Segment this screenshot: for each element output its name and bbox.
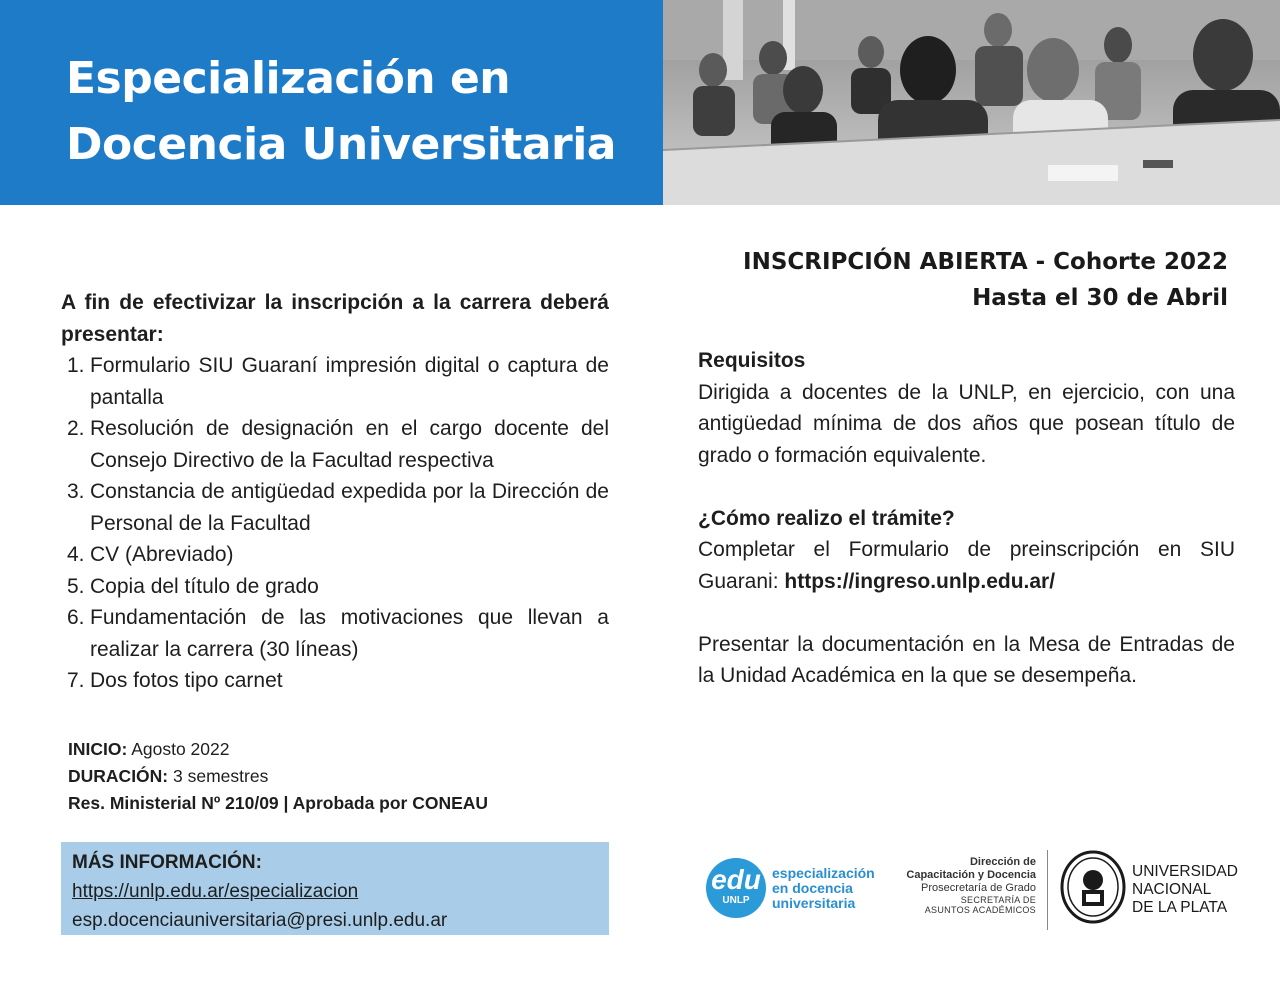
list-item-number: 4.	[67, 543, 85, 566]
list-item	[61, 350, 609, 413]
list-item-text: Constancia de antigüedad expedida por la Dirección de Personal de la Facultad	[90, 480, 609, 535]
directorate-line-2: Capacitación y Docencia	[906, 869, 1036, 881]
unlp-seal-icon	[1060, 850, 1126, 924]
unlp-line-1: UNIVERSIDAD	[1132, 863, 1238, 880]
edu-logo-line-2: en docencia	[772, 880, 853, 896]
procedure-text-body: Completar el Formulario de preinscripción en SIU Guarani:	[698, 538, 1235, 593]
announcement-cohort: INSCRIPCIÓN ABIERTA - Cohorte 2022	[743, 249, 1228, 275]
ministerial-resolution	[68, 790, 488, 817]
list-item-number: 2.	[67, 417, 85, 440]
edu-logo-text	[772, 866, 875, 911]
submission-text: Presentar la documentación en la Mesa de Entradas de la Unidad Académica en la que se desempeña.	[698, 632, 1235, 687]
banner-title-panel	[0, 0, 663, 205]
requisites-title: Requisitos	[698, 349, 806, 372]
directorate-line-3: Prosecretaría de Grado	[921, 882, 1036, 894]
duration-value: 3 semestres	[168, 766, 269, 786]
more-info-box	[61, 842, 609, 935]
edu-logo-icon	[706, 858, 766, 918]
unlp-line-2: NACIONAL	[1132, 881, 1212, 898]
list-item-text: Fundamentación de las motivaciones que llevan a realizar la carrera (30 líneas)	[90, 606, 609, 661]
siu-guarani-link[interactable]: https://ingreso.unlp.edu.ar/	[784, 569, 1056, 593]
edu-logo-line-1: especialización	[772, 865, 875, 881]
duration-label: DURACIÓN:	[68, 766, 169, 786]
footer-logos	[700, 846, 1240, 936]
announcement-deadline: Hasta el 30 de Abril	[972, 285, 1228, 311]
more-info-link[interactable]: https://unlp.edu.ar/especializacion	[72, 881, 359, 902]
directorate-line-5: ASUNTOS ACADÉMICOS	[924, 905, 1036, 915]
edu-logo-main: edu	[711, 864, 761, 895]
header-banner	[0, 0, 1280, 205]
duration	[68, 763, 488, 790]
classroom-photo	[663, 0, 1280, 205]
requirements-section	[61, 287, 609, 697]
page-title-line-2: Docencia Universitaria	[66, 119, 616, 170]
requisites-text: Dirigida a docentes de la UNLP, en ejercicio, con una antigüedad mínima de dos años que posean título de grado o formación equivalente.	[698, 380, 1235, 467]
directorate-line-4: SECRETARÍA DE	[960, 895, 1036, 905]
unlp-logo-text	[1132, 863, 1238, 917]
list-item-number: 3.	[67, 480, 85, 503]
requirements-intro: A fin de efectivizar la inscripción a la carrera deberá presentar:	[61, 291, 609, 346]
start-date-label: INICIO:	[68, 739, 128, 759]
info-column	[698, 345, 1235, 692]
list-item	[61, 665, 609, 697]
start-date-value: Agosto 2022	[127, 739, 230, 759]
list-item	[61, 602, 609, 665]
procedure-title: ¿Cómo realizo el trámite?	[698, 506, 955, 530]
list-item-text: Copia del título de grado	[90, 574, 319, 598]
classroom-photo-image	[663, 0, 1280, 205]
list-item-text: CV (Abreviado)	[90, 543, 234, 566]
page-title	[66, 46, 656, 178]
list-item	[61, 539, 609, 571]
procedure-text	[698, 534, 1235, 597]
list-item-number: 5.	[67, 574, 85, 598]
list-item	[61, 476, 609, 539]
list-item-number: 1.	[67, 354, 85, 377]
list-item-text: Formulario SIU Guaraní impresión digital o captura de pantalla	[90, 354, 609, 409]
list-item	[61, 413, 609, 476]
unlp-line-3: DE LA PLATA	[1132, 899, 1228, 916]
directorate-line-1: Dirección de	[969, 856, 1036, 868]
directorate-logo	[890, 856, 1036, 915]
program-details	[68, 736, 488, 817]
list-item-number: 6.	[67, 606, 85, 629]
start-date	[68, 736, 488, 763]
list-item-text: Resolución de designación en el cargo docente del Consejo Directivo de la Facultad respectiva	[90, 417, 609, 472]
edu-logo-sub: UNLP	[722, 895, 750, 906]
logo-divider	[1047, 850, 1048, 930]
more-info-title: MÁS INFORMACIÓN:	[72, 852, 262, 873]
requirements-list	[61, 350, 609, 697]
ministerial-resolution-text: Res. Ministerial Nº 210/09 | Aprobada por CONEAU	[68, 793, 489, 813]
list-item	[61, 571, 609, 603]
list-item-number: 7.	[67, 669, 85, 692]
enrollment-announcement	[743, 244, 1228, 316]
edu-logo-line-3: universitaria	[772, 895, 856, 911]
contact-email[interactable]: esp.docenciauniversitaria@presi.unlp.edu.ar	[72, 910, 448, 931]
page-title-line-1: Especialización en	[66, 53, 511, 104]
list-item-text: Dos fotos tipo carnet	[90, 669, 283, 692]
